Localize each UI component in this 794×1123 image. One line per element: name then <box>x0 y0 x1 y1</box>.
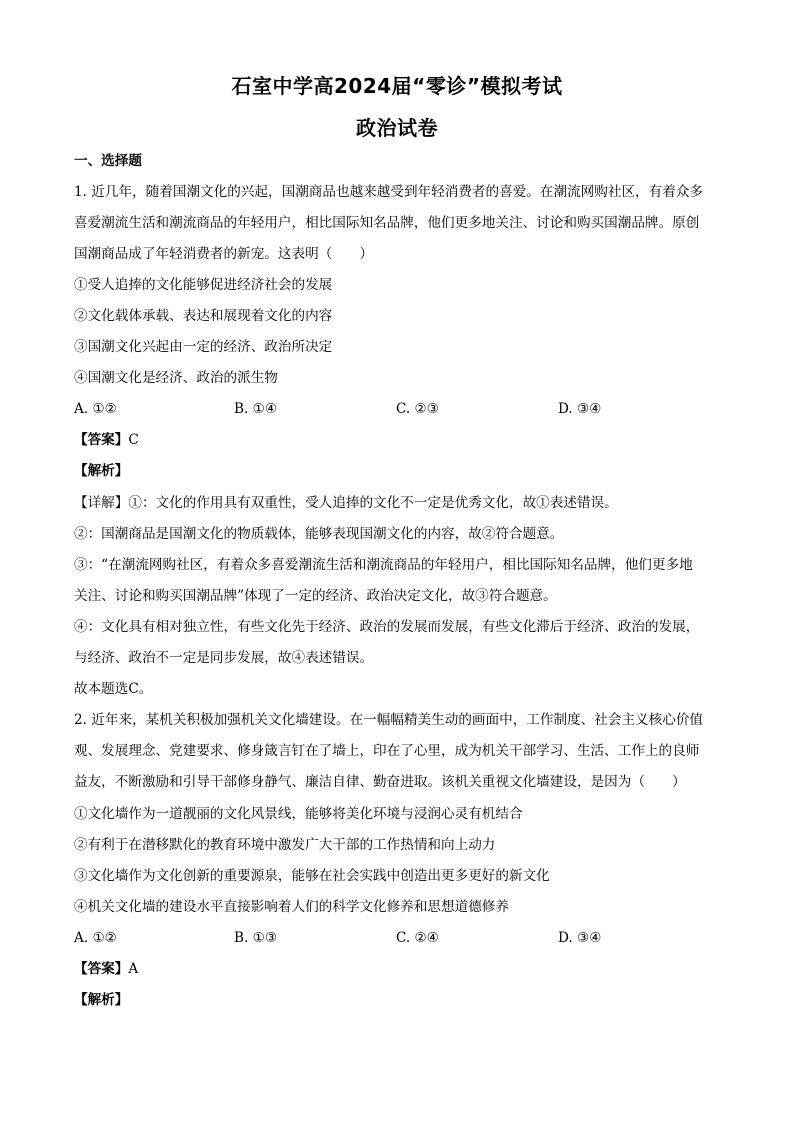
q2-statement: ④机关文化墙的建设水平直接影响着人们的科学文化修养和思想道德修养 <box>74 899 509 915</box>
q1-answer <box>74 430 724 450</box>
q1-option-c: C. ②③ <box>396 401 439 417</box>
answer-value: C <box>128 432 139 448</box>
q2-stem-line: 观、发展理念、党建要求、修身箴言钉在了墙上，印在了心里，成为机关干部学习、生活、工作上的良师 <box>74 743 700 759</box>
q2-analysis-label: 【解析】 <box>74 992 129 1008</box>
q2-stem-line: 2. 近年来，某机关积极加强机关文化墙建设。在一幅幅精美生动的画面中，工作制度、社会主义核心价值 <box>74 712 704 728</box>
q2-statement: ②有利于在潜移默化的教育环境中激发广大干部的工作热情和向上动力 <box>74 837 496 853</box>
q1-detail-line: 与经济、政治不一定是同步发展，故④表述错误。 <box>74 650 374 666</box>
q1-option-d: D. ③④ <box>558 401 602 417</box>
q1-conclusion: 故本题选C。 <box>74 681 153 697</box>
q1-statement: ①受人追捧的文化能够促进经济社会的发展 <box>74 277 333 293</box>
answer-value: A <box>128 961 139 977</box>
q1-stem-line: 国潮商品成了年轻消费者的新宠。这表明（ ） <box>74 246 374 262</box>
q1-statement: ④国潮文化是经济、政治的派生物 <box>74 370 278 386</box>
q1-option-a: A. ①② <box>74 401 117 417</box>
q2-stem-line: 益友，不断激励和引导干部修身静气、廉洁自律、勤奋进取。该机关重视文化墙建设，是因为（ ） <box>74 774 686 790</box>
section-heading: 一、选择题 <box>74 153 142 169</box>
q2-option-d: D. ③④ <box>558 930 602 946</box>
q1-statement: ②文化载体承载、表达和展现着文化的内容 <box>74 308 333 324</box>
q1-statement: ③国潮文化兴起由一定的经济、政治所决定 <box>74 339 333 355</box>
q1-stem-line: 喜爱潮流生活和潮流商品的年轻用户，相比国际知名品牌，他们更多地关注、讨论和购买国潮品牌。原创 <box>74 215 700 231</box>
q1-detail-line: ③：“在潮流网购社区，有着众多喜爱潮流生活和潮流商品的年轻用户，相比国际知名品牌，他们更多地 <box>74 557 693 573</box>
q1-detail-line: 【详解】①：文化的作用具有双重性，受人追捧的文化不一定是优秀文化，故①表述错误。 <box>74 495 618 511</box>
q2-statement: ①文化墙作为一道靓丽的文化风景线，能够将美化环境与浸润心灵有机结合 <box>74 806 523 822</box>
exam-title: 石室中学高2024届“零诊”模拟考试 <box>231 74 563 98</box>
q1-option-b: B. ①④ <box>234 401 278 417</box>
exam-subtitle: 政治试卷 <box>356 116 438 140</box>
q2-option-c: C. ②④ <box>396 930 439 946</box>
q2-option-a: A. ①② <box>74 930 117 946</box>
q1-detail-line: 关注、讨论和购买国潮品牌”体现了一定的经济、政治决定文化，故③符合题意。 <box>74 588 557 604</box>
q2-option-b: B. ①③ <box>234 930 278 946</box>
q2-statement: ③文化墙作为文化创新的重要源泉，能够在社会实践中创造出更多更好的新文化 <box>74 868 550 884</box>
q2-answer <box>74 959 724 979</box>
q1-detail-line: ④：文化具有相对独立性，有些文化先于经济、政治的发展而发展，有些文化滞后于经济、政治的发展， <box>74 619 700 635</box>
q1-detail-line: ②：国潮商品是国潮文化的物质载体，能够表现国潮文化的内容，故②符合题意。 <box>74 526 564 542</box>
answer-label: 【答案】 <box>74 432 129 448</box>
q1-analysis-label: 【解析】 <box>74 463 129 479</box>
answer-label: 【答案】 <box>74 961 129 977</box>
q1-stem-line: 1. 近几年，随着国潮文化的兴起，国潮商品也越来越受到年轻消费者的喜爱。在潮流网购社区，有着众多 <box>74 184 704 200</box>
